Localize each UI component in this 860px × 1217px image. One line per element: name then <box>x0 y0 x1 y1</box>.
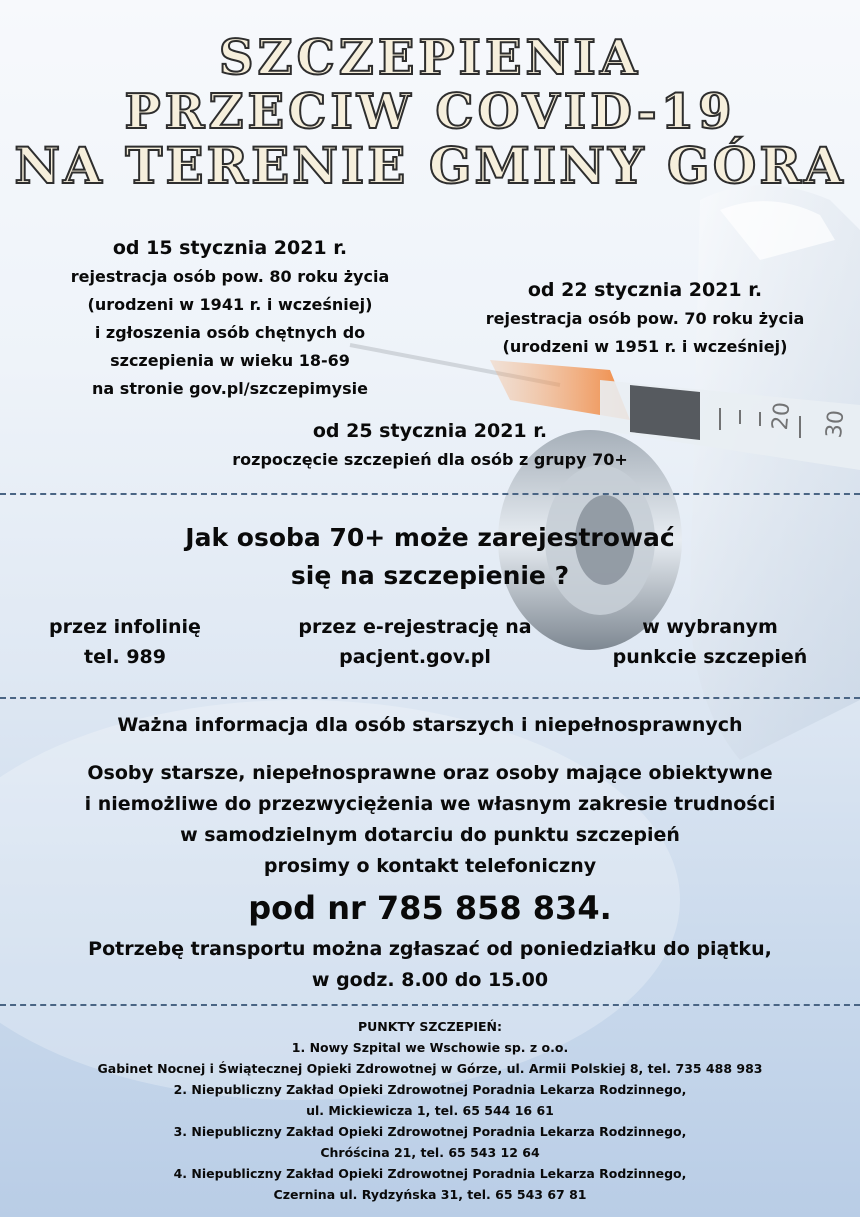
points-heading: PUNKTY SZCZEPIEŃ: <box>357 1019 503 1034</box>
registration-question-line-2: się na szczepienie ? <box>290 561 570 590</box>
title-line-3: NA TERENIE GMINY GÓRA <box>14 136 846 195</box>
jan22-line: (urodzeni w 1951 r. i wcześniej) <box>502 337 788 356</box>
jan25-block <box>180 416 680 474</box>
option-e-registration <box>270 612 560 672</box>
syringe-scale-30: 30 <box>821 409 850 440</box>
points-line: 2. Niepubliczny Zakład Opieki Zdrowotnej Poradnia Lekarza Rodzinnego, <box>173 1082 687 1097</box>
jan22-block <box>445 275 845 361</box>
transport-info <box>0 934 860 996</box>
important-line: Osoby starsze, niepełnosprawne oraz osoby mające obiektywne <box>87 762 773 784</box>
option-line: tel. 989 <box>84 646 166 668</box>
jan15-line: (urodzeni w 1941 r. i wcześniej) <box>87 295 373 314</box>
jan15-block <box>10 233 450 403</box>
jan22-line: rejestracja osób pow. 70 roku życia <box>485 309 805 328</box>
divider <box>0 493 860 495</box>
jan15-line: rejestracja osób pow. 80 roku życia <box>70 267 390 286</box>
contact-phone: pod nr 785 858 834. <box>248 889 612 927</box>
points-line: 4. Niepubliczny Zakład Opieki Zdrowotnej Poradnia Lekarza Rodzinnego, <box>173 1166 687 1181</box>
jan15-line: i zgłoszenia osób chętnych do <box>94 323 366 342</box>
points-line: 1. Nowy Szpital we Wschowie sp. z o.o. <box>291 1040 569 1055</box>
option-line: punkcie szczepień <box>612 646 808 668</box>
jan15-line: na stronie gov.pl/szczepimysie <box>92 379 368 398</box>
option-line: w wybranym <box>642 616 778 638</box>
important-line: prosimy o kontakt telefoniczny <box>263 855 597 877</box>
divider <box>0 1004 860 1006</box>
points-line: Czernina ul. Rydzyńska 31, tel. 65 543 67 81 <box>273 1187 587 1202</box>
points-line: ul. Mickiewicza 1, tel. 65 544 16 61 <box>306 1103 554 1118</box>
points-line: 3. Niepubliczny Zakład Opieki Zdrowotnej Poradnia Lekarza Rodzinnego, <box>173 1124 687 1139</box>
registration-question-line-1: Jak osoba 70+ może zarejestrować <box>185 523 675 552</box>
important-line: w samodzielnym dotarciu do punktu szczepień <box>180 824 680 846</box>
title-line-2: PRZECIW COVID-19 <box>124 84 736 140</box>
option-line: przez e-rejestrację na <box>298 616 532 638</box>
points-line: Chróścina 21, tel. 65 543 12 64 <box>320 1145 540 1160</box>
jan22-date: od 22 stycznia 2021 r. <box>527 279 763 301</box>
jan25-line: rozpoczęcie szczepień dla osób z grupy 70+ <box>232 450 628 469</box>
option-line: przez infolinię <box>49 616 201 638</box>
important-heading: Ważna informacja dla osób starszych i niepełnosprawnych <box>117 714 743 736</box>
syringe-scale-20: 20 <box>767 401 796 432</box>
important-line: i niemożliwe do przezwyciężenia we własnym zakresie trudności <box>84 793 776 815</box>
divider <box>0 697 860 699</box>
transport-line: Potrzebę transportu można zgłaszać od poniedziałku do piątku, <box>88 938 772 960</box>
important-text <box>0 758 860 882</box>
jan15-line: szczepienia w wieku 18-69 <box>110 351 350 370</box>
points-line: Gabinet Nocnej i Świątecznej Opieki Zdrowotnej w Górze, ul. Armii Polskiej 8, tel. 735 488 983 <box>97 1061 763 1076</box>
transport-line: w godz. 8.00 do 15.00 <box>311 969 549 991</box>
option-line: pacjent.gov.pl <box>339 646 491 668</box>
option-infoline <box>20 612 230 672</box>
option-vaccination-point <box>580 612 840 672</box>
title-line-1: SZCZEPIENIA <box>218 30 642 86</box>
jan25-date: od 25 stycznia 2021 r. <box>312 420 548 442</box>
jan15-date: od 15 stycznia 2021 r. <box>112 237 348 259</box>
vaccination-points <box>0 1016 860 1205</box>
